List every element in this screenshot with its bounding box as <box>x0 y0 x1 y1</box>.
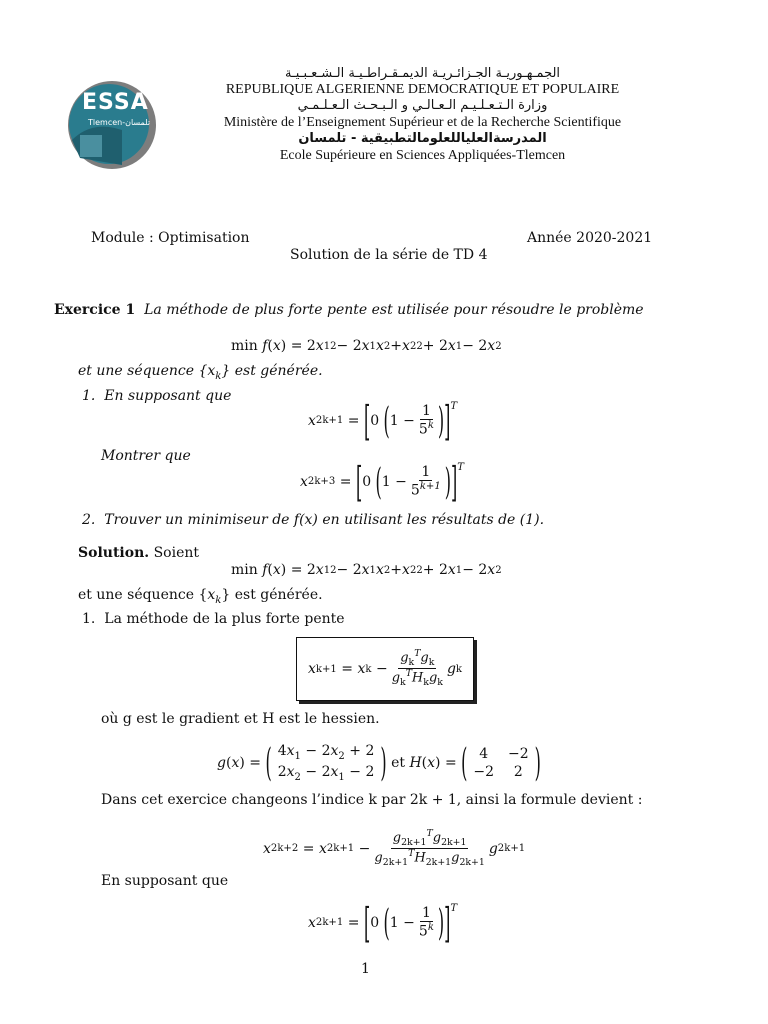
exercise-statement <box>54 302 644 318</box>
question-1: 1. En supposant que <box>82 388 232 404</box>
school-logo <box>62 80 158 170</box>
and-word: et <box>391 754 405 771</box>
document-title: Solution de la série de TD 4 <box>290 247 488 263</box>
solution-problem-equation: min f ( x ) = 2 x 1 2 − 2 x 1 x 2 + x 2 2 + 2 x 1 − 2 x 2 <box>231 562 502 578</box>
gradient-hessian-equation: g ( x ) = ( $4x_1 - 2x_2 + 2$ $2x_2 - 2x_1 - 2$ ) et H ( x ) = ( 4 −2 −2 2 ) <box>217 740 541 786</box>
suppose-text: En supposant que <box>101 873 229 889</box>
header-ministry-line: Ministère de l’Enseignement Supérieur et de la Recherche Scientifique <box>223 115 622 130</box>
gradient-hessian-text: où g est le gradient et H est le hessien. <box>101 711 380 727</box>
question-2: 2. Trouver un minimiseur de f(x) en utilisant les résultats de (1). <box>82 512 545 528</box>
header-arabic-line-2: وزارة الـتـعـلـيـم الـعـالـي و الـبـحـث الـعـلـمـي <box>297 98 548 113</box>
page-number: 1 <box>361 961 370 977</box>
equation-x-2k-plus-2: x 2k+2 = x 2k+1 − $\frac{g_{2k+1}^Tg_{2k+1}}{g_{2k+1}^TH_{2k+1}g_{2k+1}}$ g 2k+1 <box>263 828 526 868</box>
exercise-label: Exercice 1 <box>54 302 136 318</box>
logo-subtext: Tlemcen-تلمسان <box>88 118 151 127</box>
solution-soient: Soient <box>153 545 200 561</box>
show-that-text: Montrer que <box>101 448 191 464</box>
solution-heading <box>78 545 199 561</box>
solution-label: Solution. <box>78 545 150 561</box>
equation-x-2k-plus-1: x 2k+1 = [ 0 ( 1 − $\frac{1}{5^k}$ ) ] $^T$ <box>308 396 458 446</box>
solution-sequence-line: et une séquence $\{x_k\}$ est générée. <box>78 587 323 606</box>
equation-x-2k-plus-3: x 2k+3 = [ 0 ( 1 − $\frac{1}{5^{k+1}}$ ) ] $^T$ <box>300 457 465 507</box>
problem-equation: min f ( x ) = 2 x 1 2 − 2 x 1 x 2 + x 2 2 + 2 x 1 − 2 x 2 <box>231 338 502 354</box>
index-change-text: Dans cet exercice changeons l’indice k par 2k + 1, ainsi la formule devient : <box>101 792 643 808</box>
solution-equation-x-2k-plus-1: x 2k+1 = [ 0 ( 1 − $\frac{1}{5^k}$ ) ] $^T$ <box>308 898 458 948</box>
logo-text: ESSA <box>82 90 149 115</box>
header-school-line: Ecole Supérieure en Sciences Appliquées-Tlemcen <box>279 148 566 163</box>
module-label: Module : Optimisation <box>91 230 250 246</box>
exercise-intro: La méthode de plus forte pente est utilisée pour résoudre le problème <box>144 302 644 318</box>
header-arabic-line-3: المدرسةالعلياللعلومالتطبيقية - تلمسان <box>298 131 547 146</box>
steepest-descent-formula-box: x k+1 = x k − $\frac{g_k^Tg_k}{g_k^TH_kg_k}$ g k <box>296 637 474 701</box>
academic-year: Année 2020-2021 <box>527 230 653 246</box>
header-republic-line: REPUBLIQUE ALGERIENNE DEMOCRATIQUE ET POPULAIRE <box>225 82 620 97</box>
header-arabic-line-1: الجمـهـوريـة الجـزائـريـة الديمـقـراطـيـة الـشـعـبـيـة <box>284 66 561 81</box>
exercise-sequence-line: et une séquence $\{x_k\}$ est générée. <box>78 363 323 382</box>
solution-item-1: 1. La méthode de la plus forte pente <box>82 611 345 627</box>
